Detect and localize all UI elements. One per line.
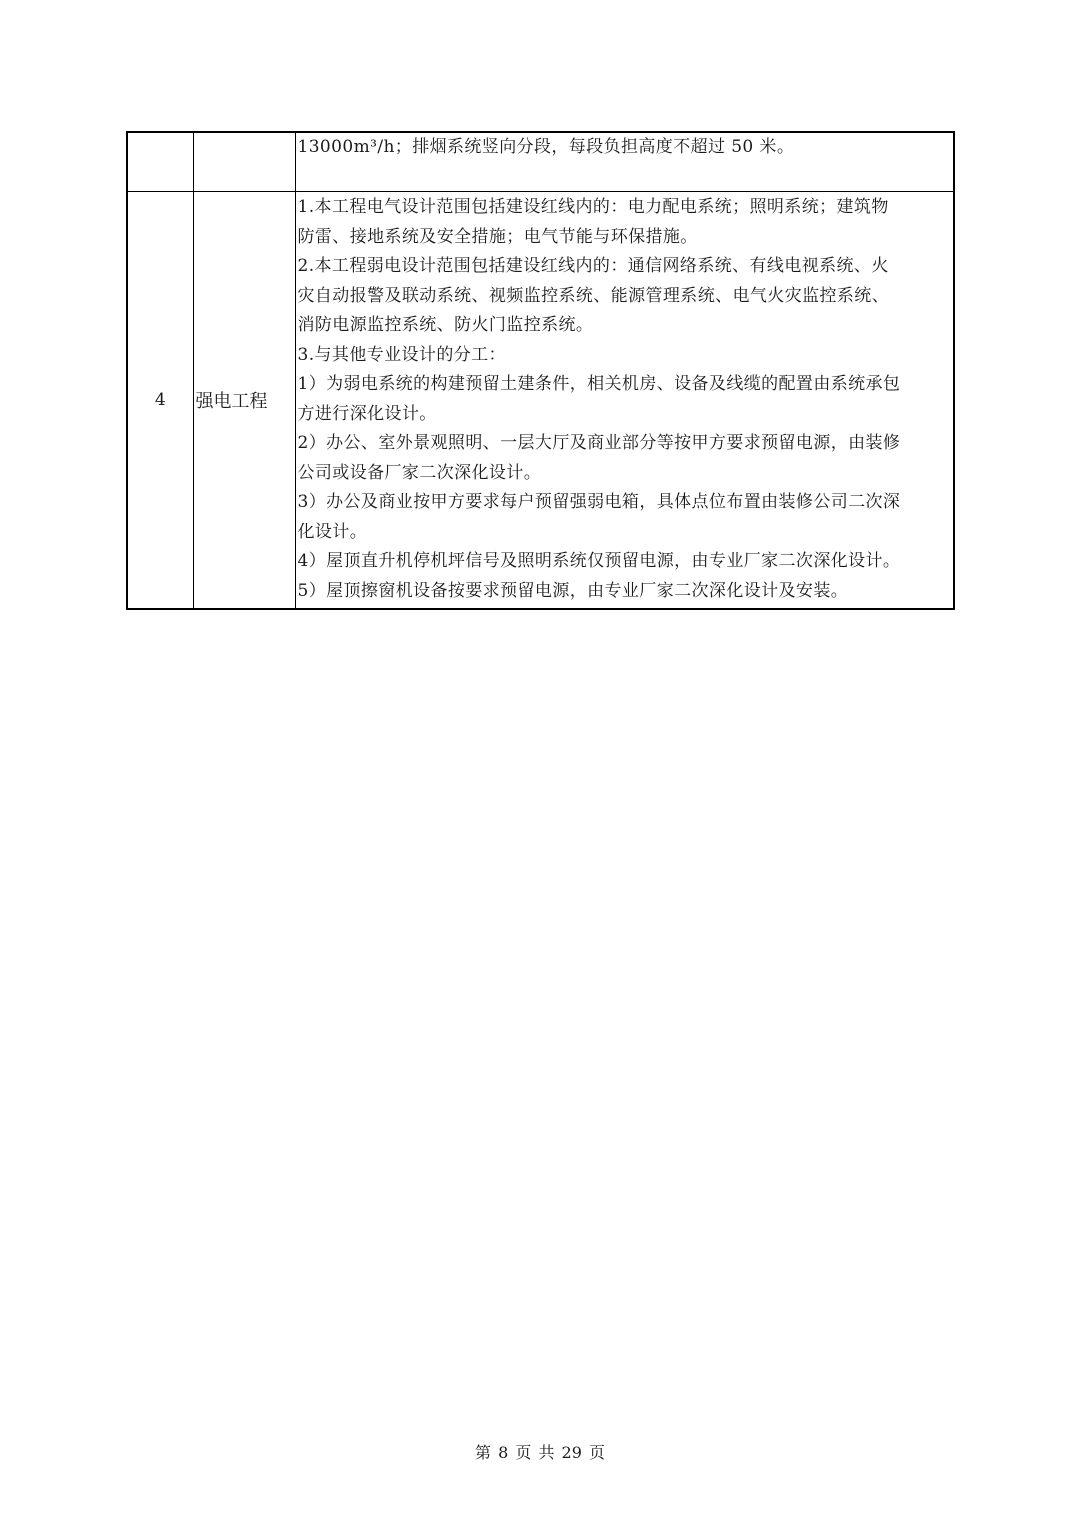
content-line: 1.本工程电气设计范围包括建设红线内的：电力配电系统；照明系统；建筑物: [297, 197, 889, 217]
content-line: 2.本工程弱电设计范围包括建设红线内的：通信网络系统、有线电视系统、火: [297, 256, 889, 276]
content-cell: [295, 132, 954, 192]
content-line: 方进行深化设计。: [297, 403, 437, 424]
table-row: [127, 132, 954, 192]
content-line: 3）办公及商业按甲方要求每户预留强弱电箱，具体点位布置由装修公司二次深: [297, 492, 901, 512]
content-line: 化设计。: [297, 521, 368, 542]
content-line: 灾自动报警及联动系统、视频监控系统、能源管理系统、电气火灾监控系统、: [297, 285, 890, 306]
spec-table: [126, 131, 955, 610]
content-line: 防雷、接地系统及安全措施；电气节能与环保措施。: [297, 226, 698, 247]
item-name-cell: [193, 132, 295, 192]
content-line: 3.与其他专业设计的分工：: [297, 344, 506, 365]
content-line: 消防电源监控系统、防火门监控系统。: [297, 315, 594, 335]
content-line: 4）屋顶直升机停机坪信号及照明系统仅预留电源，由专业厂家二次深化设计。: [297, 551, 901, 571]
content-line: 1）为弱电系统的构建预留土建条件，相关机房、设备及线缆的配置由系统承包: [297, 374, 901, 394]
table-row: [127, 192, 954, 610]
content-line: 2）办公、室外景观照明、一层大厅及商业部分等按甲方要求预留电源，由装修: [297, 433, 901, 453]
content-line: 13000m³/h；排烟系统竖向分段，每段负担高度不超过 50 米。: [297, 137, 795, 157]
item-name-cell: 强电工程: [193, 192, 295, 610]
row-number-cell: 4: [127, 192, 193, 610]
content-cell: [295, 192, 954, 610]
page-footer: 第 8 页 共 29 页: [475, 1443, 605, 1462]
content-line: 公司或设备厂家二次深化设计。: [297, 462, 542, 483]
content-line: 5）屋顶擦窗机设备按要求预留电源，由专业厂家二次深化设计及安装。: [297, 580, 849, 601]
row-number-cell: [127, 132, 193, 192]
